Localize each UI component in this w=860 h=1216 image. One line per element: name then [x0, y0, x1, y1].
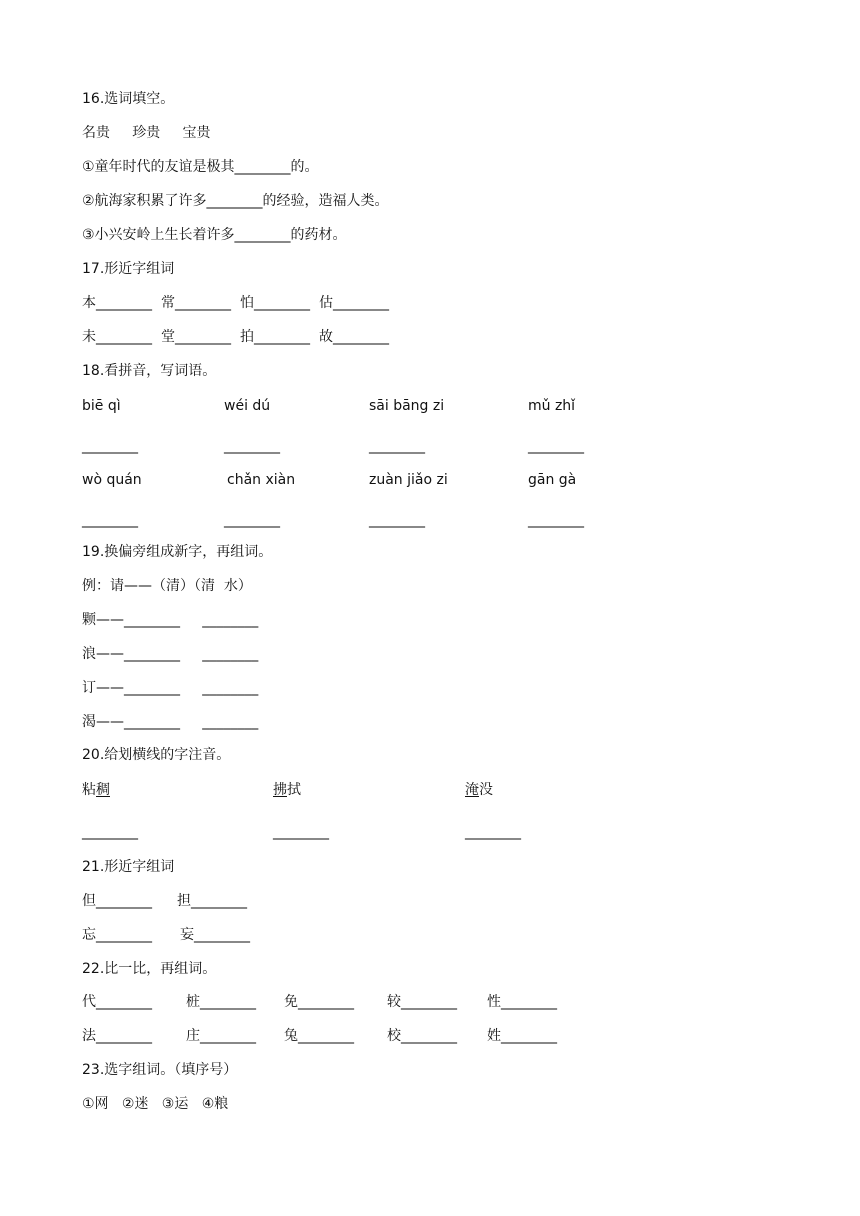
- q20-underlined-char: 拂: [273, 782, 287, 798]
- q17-item: 故________: [319, 329, 389, 345]
- q22-item: 姓________: [487, 1028, 557, 1044]
- q18-title: 18.看拼音，写词语。: [82, 363, 217, 379]
- q22-item: 桩________: [186, 994, 256, 1010]
- q21-item: 担________: [177, 893, 247, 909]
- q17-item: 本________: [82, 295, 152, 311]
- q17-item: 怕________: [240, 295, 310, 311]
- q18-pinyin: wéi dú: [224, 398, 271, 414]
- q18-blank: ________: [369, 438, 425, 454]
- q23-title: 23.选字组词。（填序号）: [82, 1062, 238, 1078]
- q22-item: 免________: [284, 994, 354, 1010]
- q19-example: 例：请——（清）（清 水）: [82, 578, 252, 594]
- q18-pinyin: chǎn xiàn: [227, 472, 296, 488]
- q22-item: 法________: [82, 1028, 152, 1044]
- q16-line-1: ①童年时代的友谊是极其________的。: [82, 159, 319, 175]
- q18-pinyin: biē qì: [82, 398, 121, 414]
- q17-title: 17.形近字组词: [82, 261, 175, 277]
- q20-word-text: 粘: [82, 782, 96, 798]
- q20-blank: ________: [82, 824, 138, 840]
- q16-line-3: ③小兴安岭上生长着许多________的药材。: [82, 227, 347, 243]
- q22-item: 校________: [387, 1028, 457, 1044]
- q17-item: 拍________: [240, 329, 310, 345]
- q18-blank: ________: [528, 438, 584, 454]
- q19-line-4: 渴——________ ________: [82, 714, 259, 730]
- q16-options: 名贵 珍贵 宝贵: [82, 125, 211, 141]
- q17-item: 估________: [319, 295, 389, 311]
- q20-word: [273, 781, 301, 799]
- q21-item: 妄________: [180, 927, 250, 943]
- q20-word-text: 拭: [287, 782, 301, 798]
- q20-underlined-char: 淹: [465, 782, 479, 798]
- q20-blank: ________: [465, 824, 521, 840]
- q22-item: 庄________: [186, 1028, 256, 1044]
- q18-blank: ________: [82, 512, 138, 528]
- q18-blank: ________: [224, 438, 280, 454]
- q18-pinyin: sāi bāng zi: [369, 398, 445, 414]
- q19-line-1: 颗——________ ________: [82, 612, 259, 628]
- q22-item: 较________: [387, 994, 457, 1010]
- q18-blank: ________: [369, 512, 425, 528]
- q20-word-text: 没: [479, 782, 493, 798]
- q20-blank: ________: [273, 824, 329, 840]
- q18-pinyin: mǔ zhǐ: [528, 398, 576, 414]
- q19-line-3: 订——________ ________: [82, 680, 259, 696]
- q20-word: [82, 781, 110, 799]
- q19-line-2: 浪——________ ________: [82, 646, 259, 662]
- q22-title: 22.比一比，再组词。: [82, 961, 217, 977]
- q16-title: 16.选词填空。: [82, 91, 175, 107]
- q20-title: 20.给划横线的字注音。: [82, 747, 231, 763]
- q16-line-2: ②航海家积累了许多________的经验，造福人类。: [82, 193, 389, 209]
- q22-item: 性________: [487, 994, 557, 1010]
- q18-blank: ________: [224, 512, 280, 528]
- q18-pinyin: zuàn jiǎo zi: [369, 472, 448, 488]
- q20-underlined-char: 稠: [96, 782, 110, 798]
- q17-item: 常________: [161, 295, 231, 311]
- q18-blank: ________: [82, 438, 138, 454]
- q18-blank: ________: [528, 512, 584, 528]
- q21-title: 21.形近字组词: [82, 859, 175, 875]
- q23-options: ①网 ②迷 ③运 ④粮: [82, 1096, 229, 1112]
- q19-title: 19.换偏旁组成新字，再组词。: [82, 544, 273, 560]
- q22-item: 兔________: [284, 1028, 354, 1044]
- q17-item: 未________: [82, 329, 152, 345]
- q21-item: 忘________: [82, 927, 152, 943]
- q22-item: 代________: [82, 994, 152, 1010]
- q21-item: 但________: [82, 893, 152, 909]
- q20-word: [465, 781, 493, 799]
- q18-pinyin: wò quán: [82, 472, 142, 488]
- q18-pinyin: gān gà: [528, 472, 577, 488]
- q17-item: 堂________: [161, 329, 231, 345]
